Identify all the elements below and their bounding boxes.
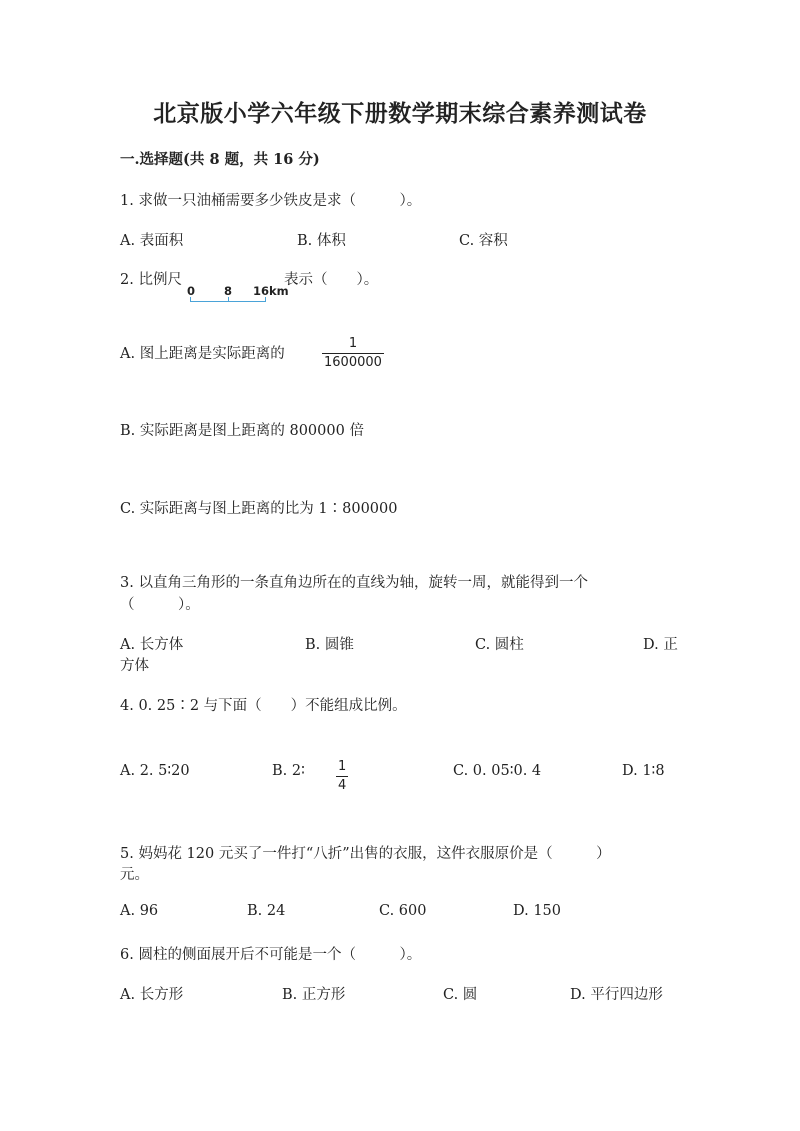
question-5-option-c: C. 600 — [379, 903, 427, 919]
question-5-option-d: D. 150 — [513, 903, 562, 919]
question-3-option-d: D. 正 — [643, 637, 678, 653]
question-2-option-a: A. 图上距离是实际距离的 — [120, 346, 285, 362]
question-4-stem: 4. 0. 25∶2 与下面（ ）不能组成比例。 — [120, 698, 407, 714]
question-2-option-a-fraction — [322, 332, 384, 370]
scale-label-8: 8 — [224, 284, 233, 298]
question-4-option-a: A. 2. 5∶20 — [120, 763, 190, 779]
question-1-stem: 1. 求做一只油桶需要多少铁皮是求（ ）。 — [120, 193, 422, 209]
question-3-stem-line1: 3. 以直角三角形的一条直角边所在的直线为轴，旋转一周，就能得到一个 — [120, 575, 588, 591]
question-3-option-b: B. 圆锥 — [305, 637, 354, 653]
fraction-numerator: 1 — [338, 759, 347, 774]
question-2-option-c: C. 实际距离与图上距离的比为 1∶800000 — [120, 501, 398, 517]
question-5-option-b: B. 24 — [247, 903, 286, 919]
question-5-stem-line1: 5. 妈妈花 120 元买了一件打“八折”出售的衣服，这件衣服原价是（ ） — [120, 846, 611, 862]
scale-tick — [190, 297, 191, 302]
question-1-option-c: C. 容积 — [459, 233, 508, 249]
question-5-stem-line2: 元。 — [120, 867, 149, 883]
question-4-option-c: C. 0. 05∶0. 4 — [453, 763, 542, 779]
question-2-stem-end: 表示（ ）。 — [284, 272, 379, 288]
question-2-option-b: B. 实际距离是图上距离的 800000 倍 — [120, 423, 364, 439]
question-6-option-a: A. 长方形 — [120, 987, 184, 1003]
question-6-option-b: B. 正方形 — [282, 987, 346, 1003]
question-4-option-b: B. 2∶ — [272, 763, 305, 779]
scale-tick — [265, 297, 266, 302]
section-heading: 一.选择题(共 8 题，共 16 分) — [120, 151, 320, 168]
question-6-option-d: D. 平行四边形 — [570, 987, 663, 1003]
question-1-option-b: B. 体积 — [297, 233, 346, 249]
fraction-numerator: 1 — [348, 336, 358, 351]
question-3-stem-line2: （ ）。 — [120, 597, 200, 613]
question-3-option-c: C. 圆柱 — [475, 637, 524, 653]
scale-label-0: 0 — [187, 284, 196, 298]
question-2-stem-start: 2. 比例尺 — [120, 272, 182, 288]
question-6-stem: 6. 圆柱的侧面展开后不可能是一个（ ）。 — [120, 947, 422, 963]
question-4-option-d: D. 1∶8 — [622, 763, 665, 779]
fraction-denominator: 4 — [338, 777, 347, 793]
question-1-option-a: A. 表面积 — [120, 233, 184, 249]
page-title: 北京版小学六年级下册数学期末综合素养测试卷 — [153, 100, 647, 127]
scale-label-16km: 16km — [253, 284, 289, 298]
scale-tick — [228, 297, 229, 302]
fraction-denominator: 1600000 — [324, 354, 382, 370]
question-3-option-a: A. 长方体 — [120, 637, 184, 653]
question-4-option-b-fraction — [336, 755, 348, 793]
question-5-option-a: A. 96 — [120, 903, 159, 919]
scale-bar-figure — [187, 284, 289, 308]
question-3-option-d-continued: 方体 — [120, 658, 149, 674]
question-6-option-c: C. 圆 — [443, 987, 478, 1003]
